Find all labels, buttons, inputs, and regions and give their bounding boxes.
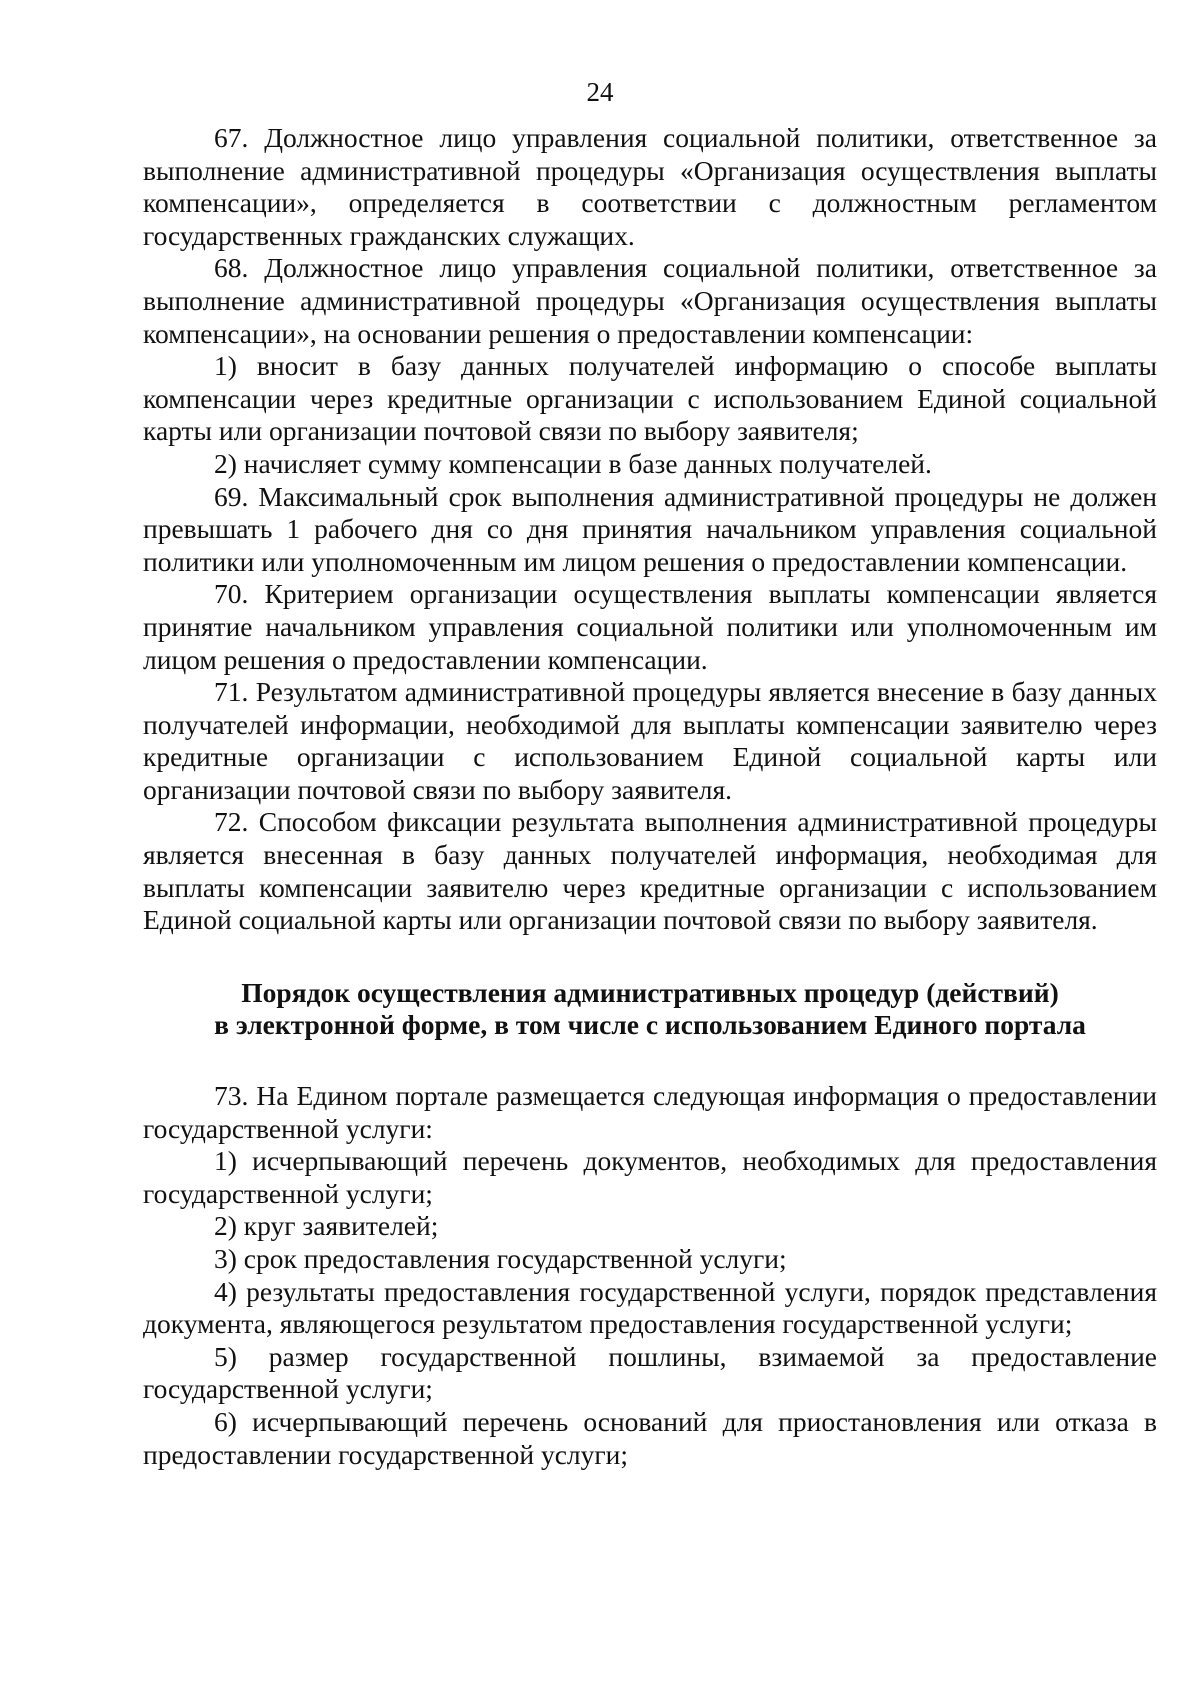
paragraph-68-item-2: 2) начисляет сумму компенсации в базе данных получателей. — [214, 447, 932, 479]
paragraph-69: 69. Максимальный срок выполнения административной процедуры не должен превышать 1 рабочего дня со дня принятия начальником управления социальной политики или уполномоченным им лицом решения о предоставлении компенсации. — [143, 480, 1157, 577]
page-number: 24 — [586, 77, 614, 107]
paragraph-71: 71. Результатом административной процедуры является внесение в базу данных получателей информации, необходимой для выплаты компенсации заявителю через кредитные организации с использованием Единой социальной карты или организации почтовой связи по выбору заявителя. — [143, 676, 1157, 805]
paragraph-68-item-1: 1) вносит в базу данных получателей информацию о способе выплаты компенсации через кредитные организации с использованием Единой социальной карты или организации почтовой связи по выбору заявителя; — [143, 350, 1157, 447]
paragraph-72: 72. Способом фиксации результата выполнения административной процедуры является внесенная в базу данных получателей информация, необходимая для выплаты компенсации заявителю через кредитные организации с использованием Единой социальной карты или организации почтовой связи по выбору заявителя. — [143, 806, 1157, 936]
paragraph-73-item-5: 5) размер государственной пошлины, взимаемой за предоставление государственной услуги; — [143, 1340, 1157, 1405]
paragraph-73-item-6: 6) исчерпывающий перечень оснований для приостановления или отказа в предоставлении государственной услуги; — [143, 1405, 1157, 1470]
paragraph-70: 70. Критерием организации осуществления выплаты компенсации является принятие начальником управления социальной политики или уполномоченным им лицом решения о предоставлении компенсации. — [143, 578, 1157, 675]
paragraph-68: 68. Должностное лицо управления социальной политики, ответственное за выполнение административной процедуры «Организация осуществления выплаты компенсации», на основании решения о предоставлении компенсации: — [143, 252, 1157, 349]
paragraph-73-item-3: 3) срок предоставления государственной услуги; — [214, 1243, 787, 1274]
paragraph-73-item-4: 4) результаты предоставления государственной услуги, порядок представления документа, являющегося результатом предоставления государственной услуги; — [143, 1275, 1157, 1340]
document-body — [143, 122, 1157, 1471]
section-heading — [143, 977, 1157, 1042]
section-heading-line-2: в электронной форме, в том числе с использованием Единого портала — [214, 1009, 1086, 1041]
paragraph-67: 67. Должностное лицо управления социальной политики, ответственное за выполнение административной процедуры «Организация осуществления выплаты компенсации», определяется в соответствии с должностным регламентом государственных гражданских служащих. — [143, 122, 1157, 251]
paragraph-73-item-2: 2) круг заявителей; — [214, 1210, 439, 1242]
paragraph-73-item-1: 1) исчерпывающий перечень документов, необходимых для предоставления государственной услуги; — [143, 1145, 1157, 1209]
paragraph-73: 73. На Едином портале размещается следующая информация о предоставлении государственной услуги: — [143, 1080, 1157, 1144]
section-heading-line-1: Порядок осуществления административных процедур (действий) — [241, 976, 1059, 1008]
